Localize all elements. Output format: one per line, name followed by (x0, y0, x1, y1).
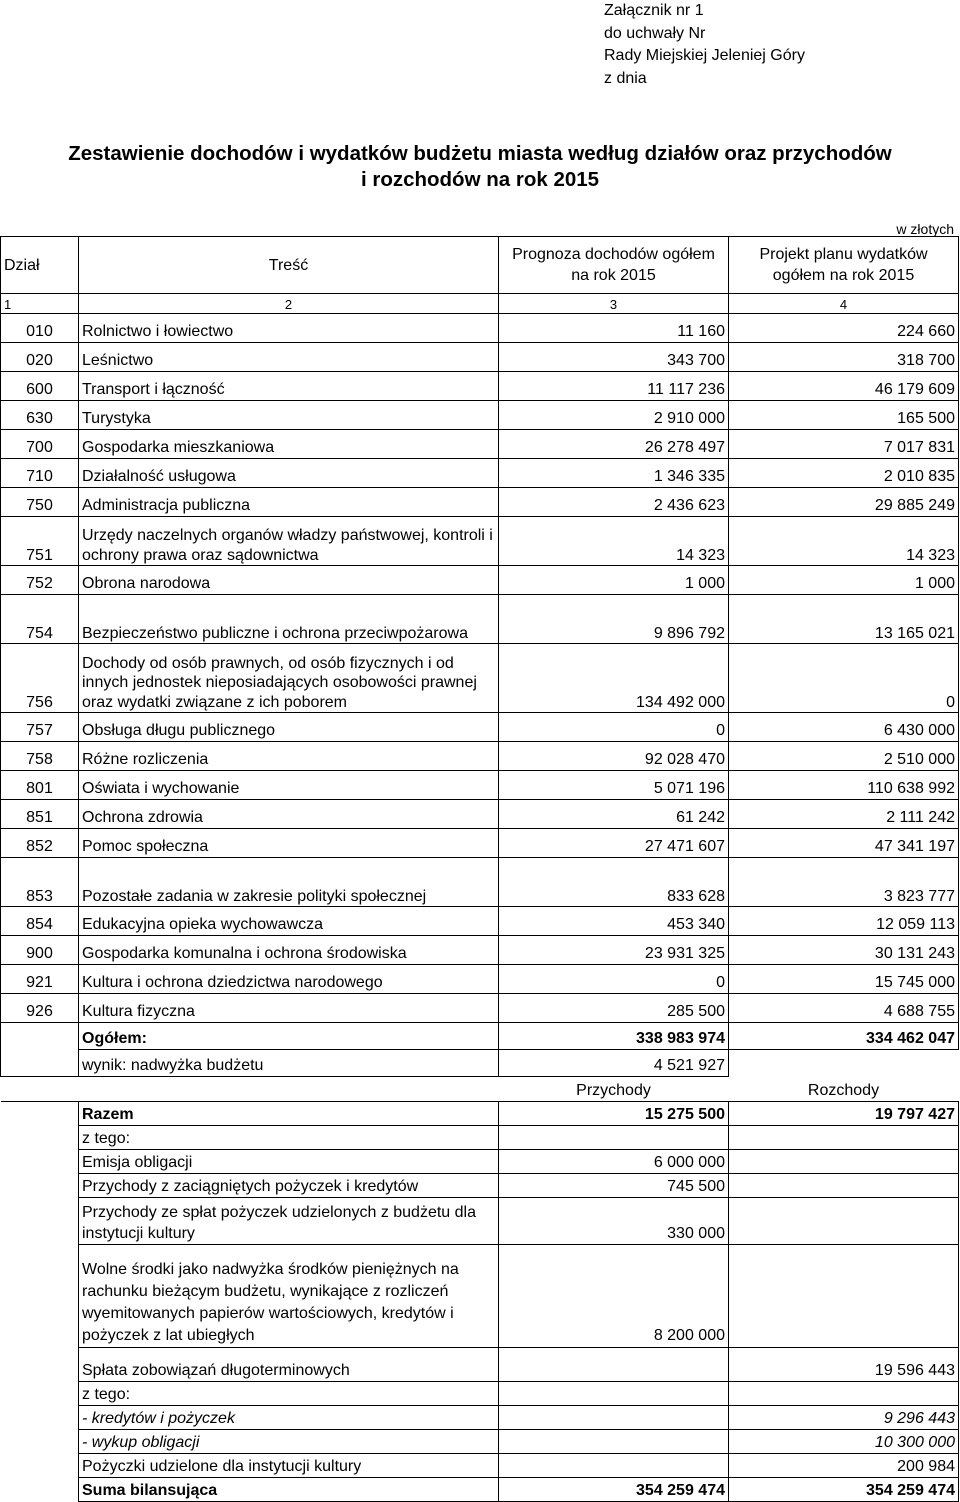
dochody-cell: 1 000 (499, 566, 729, 595)
dzial-cell: 754 (1, 595, 79, 644)
finance-rozchody (729, 1150, 959, 1174)
tresc-cell: Kultura fizyczna (79, 994, 499, 1023)
wydatki-cell: 14 323 (729, 517, 959, 566)
finance-row-splata-zobowiazan (1, 1358, 959, 1382)
page-title (0, 141, 960, 193)
empty-cell (1, 1255, 79, 1348)
finance-row-spacer (1, 1245, 959, 1256)
wynik-label: wynik: nadwyżka budżetu (79, 1050, 499, 1077)
finance-przychody: 745 500 (499, 1174, 729, 1198)
wydatki-cell: 47 341 197 (729, 829, 959, 858)
finance-label: Suma bilansująca (79, 1478, 499, 1502)
finance-rozchody (729, 1245, 959, 1256)
wydatki-cell: 2 010 835 (729, 459, 959, 488)
table-row (1, 401, 959, 430)
tresc-cell: Gospodarka komunalna i ochrona środowiska (79, 936, 499, 965)
tresc-cell: Transport i łączność (79, 372, 499, 401)
finance-label: z tego: (79, 1382, 499, 1406)
tresc-cell: Ochrona zdrowia (79, 800, 499, 829)
tresc-cell: Różne rozliczenia (79, 742, 499, 771)
tresc-cell: Dochody od osób prawnych, od osób fizycznych i od innych jednostek nieposiadających osobowości prawnej oraz wydatki związane z ich poborem (79, 644, 499, 713)
wydatki-cell: 6 430 000 (729, 713, 959, 742)
wydatki-cell: 46 179 609 (729, 372, 959, 401)
empty-cell (1, 1174, 79, 1198)
dzial-cell: 851 (1, 800, 79, 829)
table-row (1, 566, 959, 595)
dochody-cell: 5 071 196 (499, 771, 729, 800)
finance-rozchody: 19 596 443 (729, 1358, 959, 1382)
finance-row-wykup-obligacji (1, 1430, 959, 1454)
dzial-cell: 853 (1, 858, 79, 907)
finance-przychody: 6 000 000 (499, 1150, 729, 1174)
finance-rozchody (729, 1174, 959, 1198)
finance-przychody: 8 200 000 (499, 1255, 729, 1348)
dochody-cell: 343 700 (499, 343, 729, 372)
finance-przychody (499, 1245, 729, 1256)
dzial-cell: 900 (1, 936, 79, 965)
empty-cell (1, 1454, 79, 1478)
tresc-cell: Administracja publiczna (79, 488, 499, 517)
empty-cell (1, 1050, 79, 1077)
table-row (1, 430, 959, 459)
wydatki-cell: 2 510 000 (729, 742, 959, 771)
finance-rozchody: 354 259 474 (729, 1478, 959, 1502)
empty-cell (1, 1126, 79, 1150)
finance-przychody (499, 1358, 729, 1382)
dzial-cell: 630 (1, 401, 79, 430)
dzial-cell: 801 (1, 771, 79, 800)
table-row (1, 800, 959, 829)
tresc-cell: Leśnictwo (79, 343, 499, 372)
finance-rozchody: 10 300 000 (729, 1430, 959, 1454)
finance-rozchody (729, 1348, 959, 1359)
empty-cell (1, 1150, 79, 1174)
total-wydatki: 334 462 047 (729, 1023, 959, 1050)
finance-label: - wykup obligacji (79, 1430, 499, 1454)
header-tresc: Treść (79, 237, 499, 294)
dochody-cell: 134 492 000 (499, 644, 729, 713)
finance-row-z-tego (1, 1382, 959, 1406)
table-row (1, 595, 959, 644)
header-dzial: Dział (1, 237, 79, 294)
budget-table (0, 236, 959, 1502)
wydatki-cell: 2 111 242 (729, 800, 959, 829)
finance-przychody: 330 000 (499, 1198, 729, 1245)
empty-cell (1, 1406, 79, 1430)
col-index: 4 (729, 294, 959, 314)
table-header-row (1, 237, 959, 294)
col-index: 1 (1, 294, 79, 314)
dochody-cell: 0 (499, 713, 729, 742)
finance-label: Przychody ze spłat pożyczek udzielonych z budżetu dla instytucji kultury (79, 1198, 499, 1245)
table-row (1, 488, 959, 517)
table-row (1, 372, 959, 401)
dzial-cell: 757 (1, 713, 79, 742)
finance-przychody (499, 1406, 729, 1430)
dzial-cell: 700 (1, 430, 79, 459)
tresc-cell: Obsługa długu publicznego (79, 713, 499, 742)
finance-label: Pożyczki udzielone dla instytucji kultury (79, 1454, 499, 1478)
wydatki-cell: 165 500 (729, 401, 959, 430)
annex-line: z dnia (604, 69, 647, 87)
dzial-cell: 758 (1, 742, 79, 771)
finance-row-spacer (1, 1348, 959, 1359)
title-line: i rozchodów na rok 2015 (360, 168, 600, 191)
finance-przychody (499, 1348, 729, 1359)
col-index: 2 (79, 294, 499, 314)
annex-line: Rady Miejskiej Jeleniej Góry (604, 47, 805, 64)
empty-cell (79, 1077, 499, 1102)
total-dochody: 338 983 974 (499, 1023, 729, 1050)
finance-rozchody: 200 984 (729, 1454, 959, 1478)
dzial-cell: 854 (1, 907, 79, 936)
finance-label: Razem (79, 1102, 499, 1126)
table-row (1, 936, 959, 965)
wydatki-cell: 7 017 831 (729, 430, 959, 459)
dochody-cell: 833 628 (499, 858, 729, 907)
dochody-cell: 453 340 (499, 907, 729, 936)
wydatki-cell: 30 131 243 (729, 936, 959, 965)
table-row (1, 314, 959, 343)
wydatki-cell: 29 885 249 (729, 488, 959, 517)
header-wydatki: Projekt planu wydatków ogółem na rok 2015 (729, 237, 959, 294)
wydatki-cell: 13 165 021 (729, 595, 959, 644)
table-row (1, 644, 959, 713)
dochody-cell: 26 278 497 (499, 430, 729, 459)
finance-label: Emisja obligacji (79, 1150, 499, 1174)
tresc-cell: Urzędy naczelnych organów władzy państwowej, kontroli i ochrony prawa oraz sądownictwa (79, 517, 499, 566)
tresc-cell: Bezpieczeństwo publiczne i ochrona przeciwpożarowa (79, 595, 499, 644)
tresc-cell: Oświata i wychowanie (79, 771, 499, 800)
tresc-cell: Obrona narodowa (79, 566, 499, 595)
wydatki-cell: 12 059 113 (729, 907, 959, 936)
finance-row-kredyty-pozyczki (1, 1406, 959, 1430)
empty-cell (1, 1382, 79, 1406)
wydatki-cell: 1 000 (729, 566, 959, 595)
dochody-cell: 23 931 325 (499, 936, 729, 965)
wynik-row (1, 1050, 959, 1077)
total-label: Ogółem: (79, 1023, 499, 1050)
tresc-cell: Pozostałe zadania w zakresie polityki społecznej (79, 858, 499, 907)
finance-przychody (499, 1454, 729, 1478)
table-row (1, 343, 959, 372)
empty-cell (1, 1102, 79, 1126)
dochody-cell: 14 323 (499, 517, 729, 566)
dochody-cell: 2 436 623 (499, 488, 729, 517)
dzial-cell: 926 (1, 994, 79, 1023)
header-rozchody: Rozchody (807, 1082, 880, 1099)
wynik-value: 4 521 927 (499, 1050, 729, 1077)
empty-cell (1, 1478, 79, 1502)
finance-row-wolne-srodki (1, 1255, 959, 1348)
finance-rozchody: 9 296 443 (729, 1406, 959, 1430)
dochody-cell: 27 471 607 (499, 829, 729, 858)
finance-przychody (499, 1126, 729, 1150)
wydatki-cell: 110 638 992 (729, 771, 959, 800)
dochody-cell: 61 242 (499, 800, 729, 829)
header-dochody: Prognoza dochodów ogółem na rok 2015 (499, 237, 729, 294)
dzial-cell: 020 (1, 343, 79, 372)
dzial-cell: 710 (1, 459, 79, 488)
empty-cell (1, 1077, 79, 1102)
table-row (1, 829, 959, 858)
table-row (1, 742, 959, 771)
dochody-cell: 11 117 236 (499, 372, 729, 401)
dzial-cell: 751 (1, 517, 79, 566)
dzial-cell: 010 (1, 314, 79, 343)
unit-label: w złotych (896, 221, 954, 237)
total-row (1, 1023, 959, 1050)
table-row (1, 994, 959, 1023)
tresc-cell: Pomoc społeczna (79, 829, 499, 858)
finance-row-suma (1, 1478, 959, 1502)
finance-label (79, 1245, 499, 1256)
table-row (1, 713, 959, 742)
dzial-cell: 750 (1, 488, 79, 517)
dochody-cell: 11 160 (499, 314, 729, 343)
empty-cell (1, 1023, 79, 1050)
dochody-cell: 0 (499, 965, 729, 994)
table-row (1, 459, 959, 488)
finance-rozchody (729, 1382, 959, 1406)
finance-label: Wolne środki jako nadwyżka środków pieniężnych na rachunku bieżącym budżetu, wynikające z rozliczeń wyemitowanych papierów wartościowych, kredytów i pożyczek z lat ubiegłych (79, 1255, 499, 1348)
finance-label: Przychody z zaciągniętych pożyczek i kredytów (79, 1174, 499, 1198)
dochody-cell: 9 896 792 (499, 595, 729, 644)
table-row (1, 517, 959, 566)
finance-row-emisja (1, 1150, 959, 1174)
table-row (1, 965, 959, 994)
finance-rozchody (729, 1126, 959, 1150)
annex-block (604, 0, 805, 90)
dochody-cell: 2 910 000 (499, 401, 729, 430)
wydatki-cell: 3 823 777 (729, 858, 959, 907)
annex-line: do uchwały Nr (604, 24, 706, 42)
finance-row-pozyczki-kredyty (1, 1174, 959, 1198)
table-row (1, 771, 959, 800)
finance-przychody (499, 1382, 729, 1406)
header-przychody: Przychody (576, 1082, 651, 1099)
dzial-cell: 752 (1, 566, 79, 595)
col-index: 3 (499, 294, 729, 314)
finance-label: z tego: (79, 1126, 499, 1150)
finance-rozchody (729, 1255, 959, 1348)
dochody-cell: 285 500 (499, 994, 729, 1023)
table-row (1, 858, 959, 907)
dochody-cell: 92 028 470 (499, 742, 729, 771)
empty-cell (1, 1430, 79, 1454)
dzial-cell: 921 (1, 965, 79, 994)
empty-cell (729, 1050, 959, 1077)
tresc-cell: Rolnictwo i łowiectwo (79, 314, 499, 343)
finance-label: - kredytów i pożyczek (79, 1406, 499, 1430)
finance-rozchody: 19 797 427 (729, 1102, 959, 1126)
empty-cell (1, 1348, 79, 1359)
dzial-cell: 600 (1, 372, 79, 401)
dzial-cell: 852 (1, 829, 79, 858)
tresc-cell: Gospodarka mieszkaniowa (79, 430, 499, 459)
table-row (1, 907, 959, 936)
finance-rozchody (729, 1198, 959, 1245)
wydatki-cell: 0 (729, 644, 959, 713)
wydatki-cell: 4 688 755 (729, 994, 959, 1023)
finance-row-z-tego (1, 1126, 959, 1150)
finance-row-razem (1, 1102, 959, 1126)
finance-row-splaty (1, 1198, 959, 1245)
finance-row-pozyczki-kultura (1, 1454, 959, 1478)
title-line: Zestawienie dochodów i wydatków budżetu miasta według działów oraz przychodów (68, 142, 892, 165)
finance-przychody (499, 1430, 729, 1454)
dzial-cell: 756 (1, 644, 79, 713)
empty-cell (1, 1245, 79, 1256)
empty-cell (1, 1198, 79, 1245)
finance-header-row (1, 1077, 959, 1102)
tresc-cell: Turystyka (79, 401, 499, 430)
finance-label: Spłata zobowiązań długoterminowych (79, 1358, 499, 1382)
tresc-cell: Działalność usługowa (79, 459, 499, 488)
wydatki-cell: 224 660 (729, 314, 959, 343)
wydatki-cell: 15 745 000 (729, 965, 959, 994)
annex-line: Załącznik nr 1 (604, 2, 704, 19)
wydatki-cell: 318 700 (729, 343, 959, 372)
dochody-cell: 1 346 335 (499, 459, 729, 488)
tresc-cell: Edukacyjna opieka wychowawcza (79, 907, 499, 936)
finance-label (79, 1348, 499, 1359)
finance-przychody: 15 275 500 (499, 1102, 729, 1126)
empty-cell (1, 1358, 79, 1382)
finance-przychody: 354 259 474 (499, 1478, 729, 1502)
tresc-cell: Kultura i ochrona dziedzictwa narodowego (79, 965, 499, 994)
column-index-row (1, 294, 959, 314)
